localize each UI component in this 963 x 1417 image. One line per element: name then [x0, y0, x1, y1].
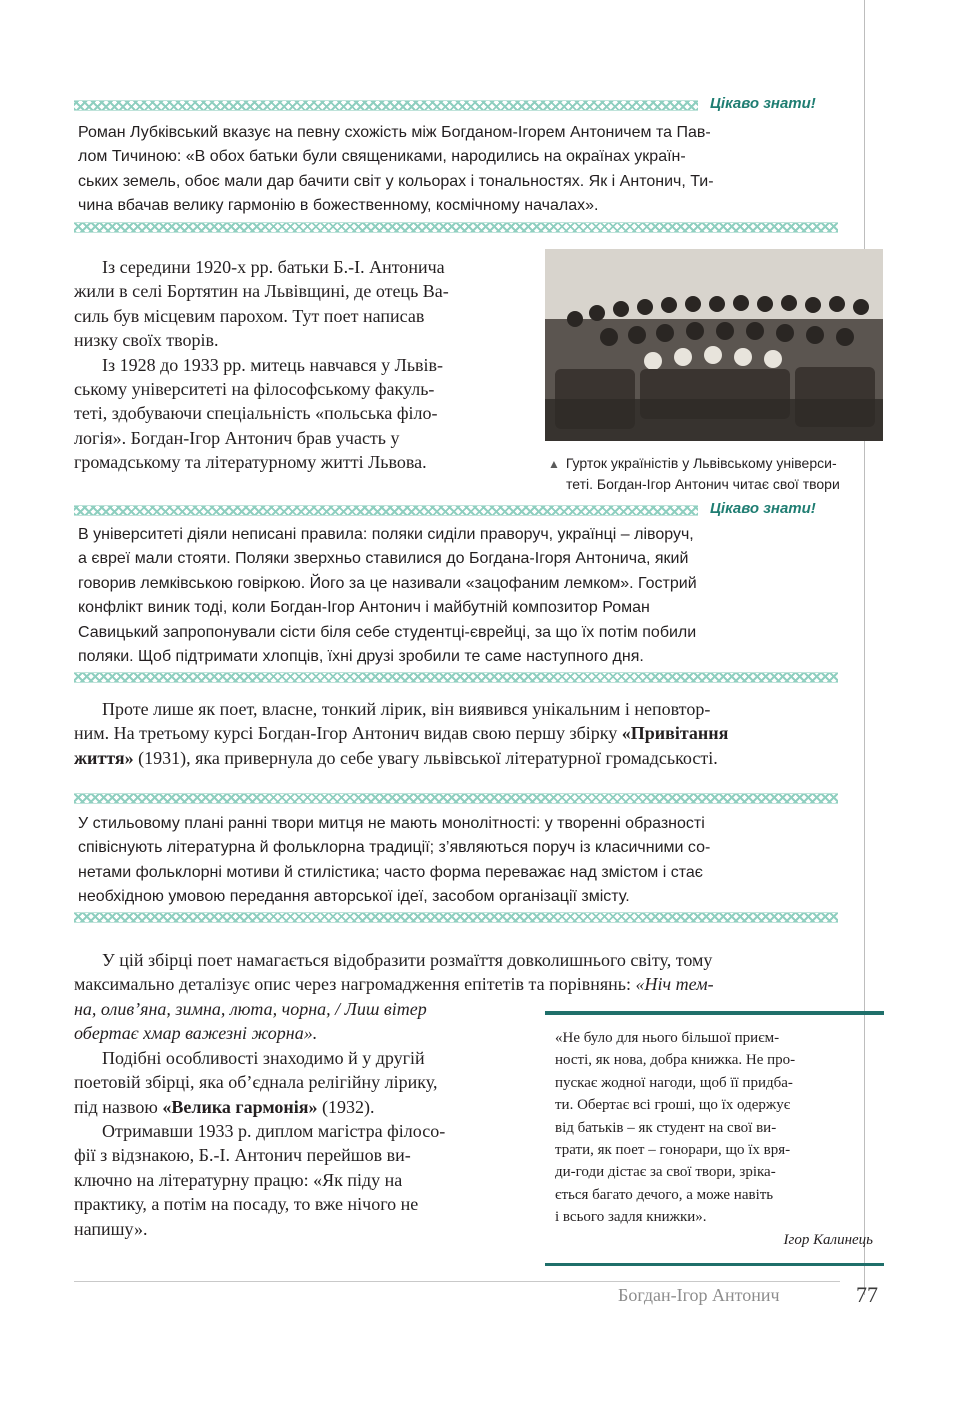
paragraph-epithets: [74, 948, 840, 997]
quote-line: ди-годи дістає за свої твори, зріка-: [555, 1164, 776, 1181]
box-line: лом Тичиною: «В обох батьки були священиками, народились на окраїнах україн-: [78, 148, 686, 166]
box-line: нетами фольклорні мотиви й стилістика; часто форма переважає над змістом і стає: [78, 863, 703, 881]
running-title: Богдан-Ігор Антонич: [618, 1285, 780, 1305]
quote-line: пускає жодної нагоди, щоб її придба-: [555, 1074, 793, 1091]
decorative-band: [74, 505, 698, 516]
quote-line: ється багато дечого, а може навіть: [555, 1186, 774, 1203]
footer-rule: [74, 1281, 840, 1282]
text-line: теті, здобуваючи спеціальність «польська філо-: [74, 403, 438, 424]
left-column-text-2: [74, 997, 521, 1241]
poem-quote: на, олив’яна, зимна, люта, чорна, / Лиш вітер: [74, 999, 427, 1019]
quote-rule: [545, 1263, 884, 1266]
box-line: а євреї мали стояти. Поляки зверхньо ставилися до Богдана-Ігоря Антонича, який: [78, 550, 689, 568]
decorative-band: [74, 912, 838, 923]
box-line: конфлікт виник тоді, коли Богдан-Ігор Антонич і майбутній композитор Роман: [78, 599, 650, 617]
text-line: жили в селі Бортятин на Львівщині, де отець Ва-: [74, 281, 449, 302]
text-line: логія». Богдан-Ігор Антонич брав участь у: [74, 427, 400, 448]
box-line: Савицький запропонували сісти біля себе студентці-єврейці, за що їх потім побили: [78, 623, 697, 641]
quote-line: трати, як поет – гонорари, що їх вря-: [555, 1142, 791, 1159]
box-label: Цікаво знати!: [710, 500, 816, 517]
text-line: ключно на літературну працю: «Як піду на: [74, 1169, 403, 1190]
text-line: фії з відзнакою, Б.-І. Антонич перейшов ви-: [74, 1145, 411, 1166]
box-line: чина вбачав велику гармонію в божественному, космічному началах».: [78, 197, 599, 215]
group-photo: [545, 249, 883, 441]
text-line: поетовій збірці, яка об’єднала релігійну лірику,: [74, 1072, 438, 1093]
text-span: ним. На третьому курсі Богдан-Ігор Антонич видав свою першу збірку: [74, 723, 622, 744]
box-line: співіснують літературна й фольклорна традиції; з’являються поруч із класичними со-: [78, 839, 711, 857]
page-number: 77: [856, 1282, 878, 1307]
poem-quote: обертає хмар важезні жорна».: [74, 1023, 318, 1044]
quote-rule: [545, 1011, 884, 1015]
decorative-band: [74, 672, 838, 683]
box-line: поляки. Щоб підтримати хлопців, їхні друзі зробили те саме наступного дня.: [78, 648, 644, 666]
text-line: силь був місцевим парохом. Тут поет написав: [74, 305, 425, 326]
quote-line: і всього задля книжки».: [555, 1209, 707, 1226]
text-line: Отримавши 1933 р. диплом магістра філосо-: [102, 1121, 446, 1142]
quote-line: ти. Обертає всі гроші, що їх одержує: [555, 1097, 791, 1114]
text-line: У цій збірці поет намагається відобразити розмаїття довколишнього світу, тому: [102, 950, 713, 970]
box-line: необхідною умовою передання авторської ідеї, засобом організації змісту.: [78, 888, 630, 906]
quote-line: від батьків – як студент на свої ви-: [555, 1119, 777, 1136]
box-line: В університеті діяли неписані правила: поляки сиділи праворуч, українці – ліворуч,: [78, 526, 694, 543]
quote-author: Ігор Калинець: [783, 1232, 873, 1248]
poem-quote: «Ніч тем-: [635, 974, 714, 995]
info-box-1: [78, 121, 834, 219]
paragraph-first-collection: [74, 697, 840, 770]
caption-line: теті. Богдан-Ігор Антонич читає свої твори: [566, 476, 840, 492]
text-line: Проте лише як поет, власне, тонкий лірик, він виявився унікальним і неповтор-: [102, 699, 711, 719]
text-span: (1931), яка привернула до себе увагу львівської літературної громадськості.: [133, 747, 718, 768]
decorative-band: [74, 222, 838, 233]
photo-illustration: [545, 249, 883, 441]
text-span: максимально деталізує опис через нагромадження епітетів та порівнянь:: [74, 974, 636, 995]
text-line: Із середини 1920-х рр. батьки Б.-І. Антонича: [102, 257, 445, 277]
text-span: (1932).: [317, 1096, 375, 1117]
info-box-2: [78, 523, 834, 669]
text-line: ському університеті на філософському факуль-: [74, 379, 435, 400]
text-line: громадському та літературному житті Львова.: [74, 452, 427, 473]
quote-line: ності, як нова, добра книжка. Не про-: [555, 1052, 796, 1069]
box-line: У стильовому плані ранні твори митця не мають монолітності: у творенні образності: [78, 815, 705, 832]
text-line: Із 1928 до 1933 рр. митець навчався у Львів-: [102, 354, 444, 375]
caption-line: Гурток україністів у Львівському універси-: [565, 455, 837, 471]
side-quote: [555, 1027, 873, 1229]
decorative-band: [74, 793, 838, 804]
text-line: практику, а потім на посаду, то вже нічого не: [74, 1194, 419, 1215]
photo-caption: [548, 453, 884, 494]
decorative-band: [74, 100, 698, 111]
box-line: ських земель, обоє мали дар бачити світ у кольорах і тональностях. Як і Антонич, Ти-: [78, 172, 714, 190]
text-line: напишу».: [74, 1218, 148, 1239]
left-column-text: [74, 255, 521, 475]
text-span: під назвою: [74, 1096, 163, 1117]
box-line: Роман Лубківський вказує на певну схожість між Богданом-Ігорем Антоничем та Пав-: [78, 124, 711, 141]
text-line: низку своїх творів.: [74, 330, 219, 351]
collection-title: життя»: [74, 747, 134, 768]
info-box-3: [78, 812, 834, 910]
text-line: Подібні особливості знаходимо й у другій: [102, 1047, 425, 1068]
collection-title: «Велика гармонія»: [162, 1096, 318, 1117]
box-line: говорив лемківською говіркою. Його за це називали «зацофаним лемком». Гострий: [78, 574, 697, 592]
collection-title: «Привітання: [621, 723, 729, 744]
triangle-up-icon: ▲: [548, 457, 560, 471]
box-label: Цікаво знати!: [710, 95, 816, 112]
quote-line: «Не було для нього більшої приєм-: [555, 1030, 780, 1046]
